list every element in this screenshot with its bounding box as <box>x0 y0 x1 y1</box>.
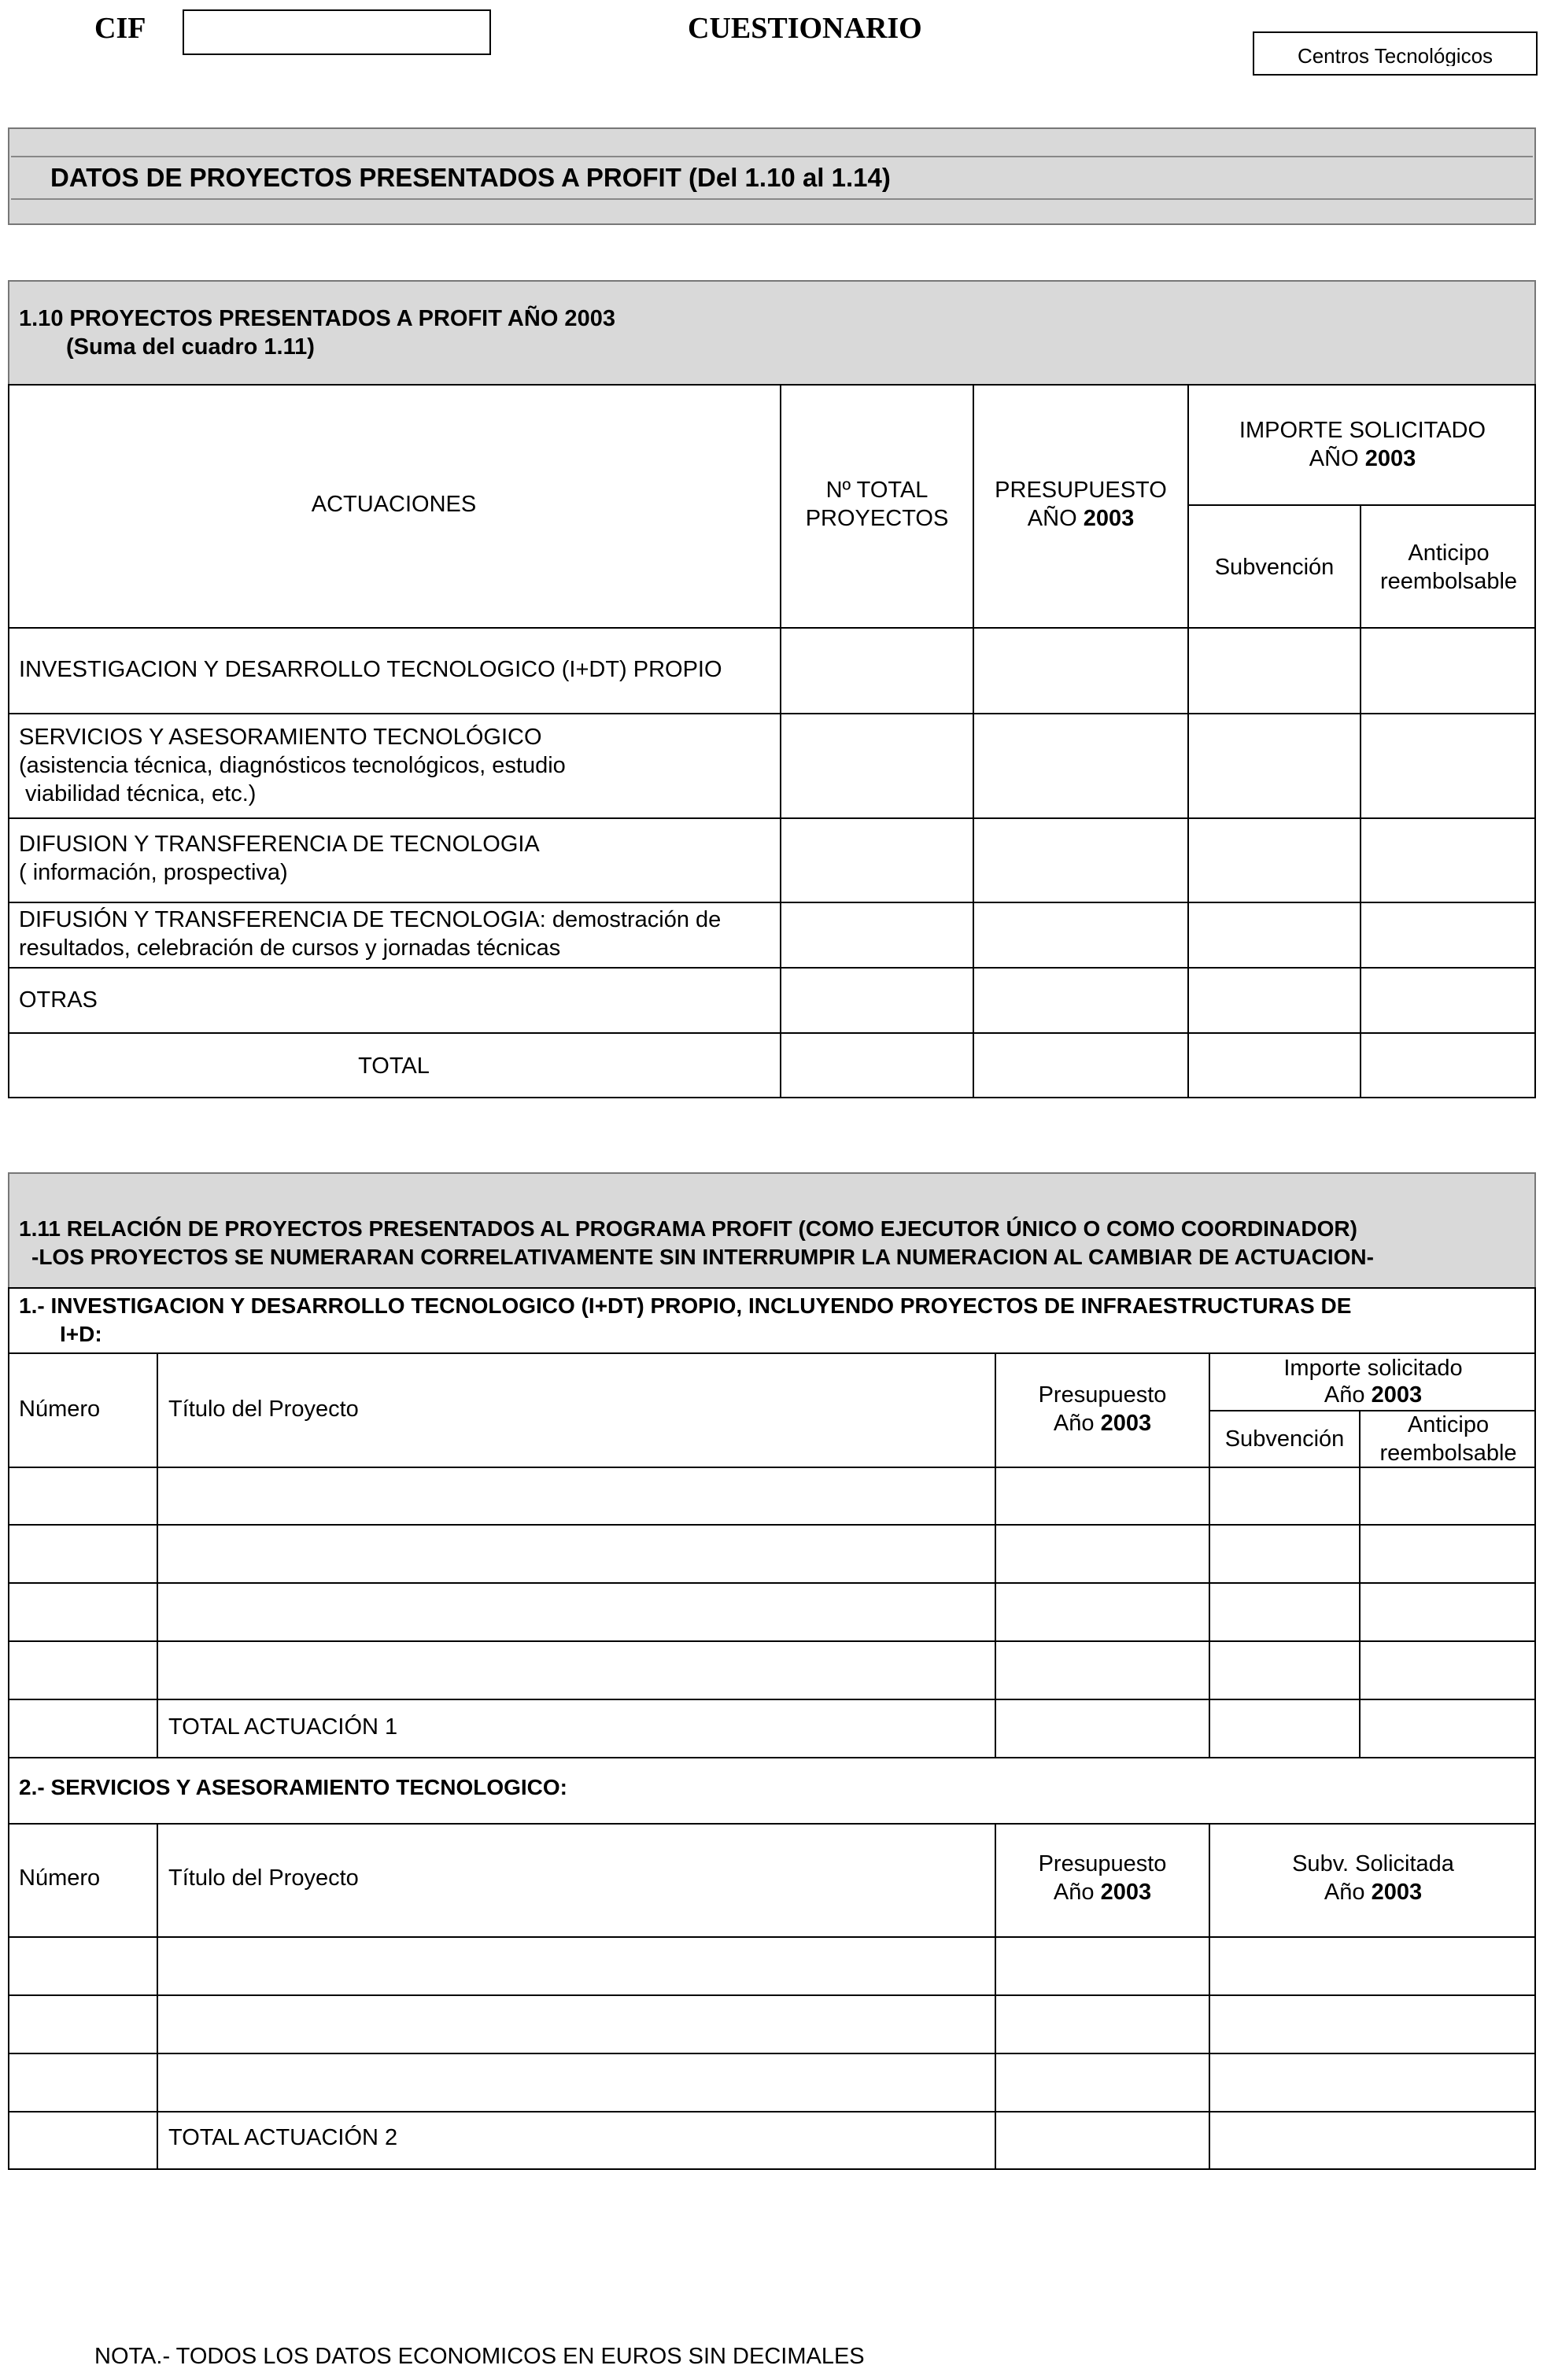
a2-col-subv-ano <box>1210 1879 1536 1906</box>
s110-col-ntotal-1: Nº TOTAL <box>825 478 929 503</box>
a1-hline-1 <box>8 1467 1536 1468</box>
s110-row-5-label: OTRAS <box>19 987 98 1013</box>
a1-col-numero: Número <box>19 1397 101 1422</box>
a1-col-presupuesto-ano <box>996 1410 1209 1437</box>
s110-col-importe-1: IMPORTE SOLICITADO <box>1239 418 1486 443</box>
s110-total-label: TOTAL <box>358 1053 430 1079</box>
s110-col-anticipo-2: reembolsable <box>1379 569 1518 594</box>
a2-hline-4 <box>8 2111 1536 2112</box>
a2-title: 2.- SERVICIOS Y ASESORAMIENTO TECNOLOGICO: <box>19 1775 568 1799</box>
s110-row-1-label: INVESTIGACION Y DESARROLLO TECNOLOGICO (I+DT) PROPIO <box>19 657 722 682</box>
s110-hline-6 <box>8 1032 1536 1034</box>
s110-col-presupuesto-1: PRESUPUESTO <box>995 478 1167 503</box>
s110-row-3-label-2: ( información, prospectiva) <box>19 860 288 885</box>
s110-presupuesto-ano: AÑO <box>1027 506 1077 531</box>
s110-row-2-label-2: (asistencia técnica, diagnósticos tecnológicos, estudio <box>19 753 566 778</box>
s110-importe-year: 2003 <box>1364 446 1416 471</box>
s110-hline-2 <box>8 713 1536 714</box>
s110-vline-3 <box>1187 384 1189 1098</box>
banner-rule-bottom <box>11 198 1533 200</box>
a2-subv-ano-label: Año <box>1324 1880 1365 1905</box>
s110-subtitle: (Suma del cuadro 1.11) <box>66 334 315 360</box>
s110-col-ntotal-2: PROYECTOS <box>805 506 949 531</box>
s110-col-importe-2 <box>1189 445 1536 473</box>
s110-row-4-label-1: DIFUSIÓN Y TRANSFERENCIA DE TECNOLOGIA: demostración de <box>19 907 722 932</box>
a2-col-subv-solicitada: Subv. Solicitada <box>1292 1851 1454 1876</box>
a1-title-2: I+D: <box>60 1322 102 1346</box>
s110-row-4-label-2: resultados, celebración de cursos y jornadas técnicas <box>19 935 561 961</box>
s110-hline-4 <box>8 902 1536 903</box>
a1-ano-label: Año <box>1053 1411 1095 1436</box>
s110-hline-importe <box>1187 504 1536 506</box>
a2-hline-2 <box>8 1994 1536 1996</box>
a1-col-titulo: Título del Proyecto <box>168 1397 359 1422</box>
a1-vline-1 <box>157 1352 158 1757</box>
a1-hline-2 <box>8 1524 1536 1526</box>
s110-hline-1 <box>8 627 1536 629</box>
s110-col-anticipo-1: Anticipo <box>1408 541 1490 566</box>
a2-hline-3 <box>8 2053 1536 2054</box>
a2-col-numero: Número <box>19 1865 101 1891</box>
a1-col-importe-ano <box>1210 1382 1536 1409</box>
s110-hline-5 <box>8 967 1536 969</box>
s110-header <box>8 280 1536 386</box>
a1-importe-ano-label: Año <box>1324 1382 1365 1408</box>
s111-subtitle: -LOS PROYECTOS SE NUMERARAN CORRELATIVAMENTE SIN INTERRUMPIR LA NUMERACION AL CAMBIAR DE ACTUACION- <box>31 1245 1374 1269</box>
a1-hline-3 <box>8 1582 1536 1584</box>
a2-col-presupuesto: Presupuesto <box>1038 1851 1167 1876</box>
a2-hline-1 <box>8 1936 1536 1938</box>
s110-row-2-label-3: viabilidad técnica, etc.) <box>19 781 257 806</box>
a1-hline-6 <box>8 1757 1536 1758</box>
a2-col-titulo: Título del Proyecto <box>168 1865 359 1891</box>
category-label: Centros Tecnológicos <box>1297 44 1493 66</box>
a1-col-subvencion: Subvención <box>1224 1426 1345 1452</box>
cif-input-box[interactable] <box>183 9 491 55</box>
a1-col-anticipo-1: Anticipo <box>1407 1412 1490 1437</box>
a2-hline-title <box>8 1823 1536 1825</box>
s110-importe-ano: AÑO <box>1309 446 1359 471</box>
s110-col-actuaciones: ACTUACIONES <box>311 492 477 517</box>
a1-hline-title <box>8 1352 1536 1354</box>
a1-title-1: 1.- INVESTIGACION Y DESARROLLO TECNOLOGICO (I+DT) PROPIO, INCLUYENDO PROYECTOS DE INFRAESTRUCTURAS DE <box>19 1293 1352 1318</box>
s110-title: 1.10 PROYECTOS PRESENTADOS A PROFIT AÑO 2003 <box>19 306 615 331</box>
a2-vline-1 <box>157 1823 158 2170</box>
a1-hline-5 <box>8 1699 1536 1700</box>
page-title: CUESTIONARIO <box>688 12 922 45</box>
a1-col-importe: Importe solicitado <box>1283 1356 1463 1381</box>
a2-subv-ano-year: 2003 <box>1371 1880 1423 1905</box>
a2-ano-year: 2003 <box>1100 1880 1152 1905</box>
a2-ano-label: Año <box>1053 1880 1095 1905</box>
cif-label: CIF <box>94 12 146 45</box>
s110-presupuesto-year: 2003 <box>1083 506 1135 531</box>
s111-title: 1.11 RELACIÓN DE PROYECTOS PRESENTADOS AL PROGRAMA PROFIT (COMO EJECUTOR ÚNICO O COMO COORDINADOR) <box>19 1216 1357 1241</box>
a1-importe-ano-year: 2003 <box>1371 1382 1423 1408</box>
banner-title: DATOS DE PROYECTOS PRESENTADOS A PROFIT (Del 1.10 al 1.14) <box>50 163 891 192</box>
footer-note: NOTA.- TODOS LOS DATOS ECONOMICOS EN EUROS SIN DECIMALES <box>94 2344 865 2369</box>
a1-hline-4 <box>8 1640 1536 1642</box>
a2-total-label: TOTAL ACTUACIÓN 2 <box>168 2125 398 2150</box>
a1-ano-year: 2003 <box>1100 1411 1152 1436</box>
a2-col-presupuesto-ano <box>996 1879 1209 1906</box>
s110-col-subvencion: Subvención <box>1214 555 1335 580</box>
s110-hline-3 <box>8 817 1536 819</box>
s110-col-presupuesto-2 <box>974 505 1187 533</box>
a1-total-label: TOTAL ACTUACIÓN 1 <box>168 1714 398 1740</box>
a1-col-presupuesto: Presupuesto <box>1038 1382 1167 1408</box>
a1-col-anticipo-2: reembolsable <box>1379 1441 1517 1466</box>
s110-row-3-label-1: DIFUSION Y TRANSFERENCIA DE TECNOLOGIA <box>19 832 540 857</box>
s110-row-2-label-1: SERVICIOS Y ASESORAMIENTO TECNOLÓGICO <box>19 725 542 750</box>
a1-vline-3 <box>1209 1352 1210 1757</box>
banner-rule-top <box>11 156 1533 157</box>
